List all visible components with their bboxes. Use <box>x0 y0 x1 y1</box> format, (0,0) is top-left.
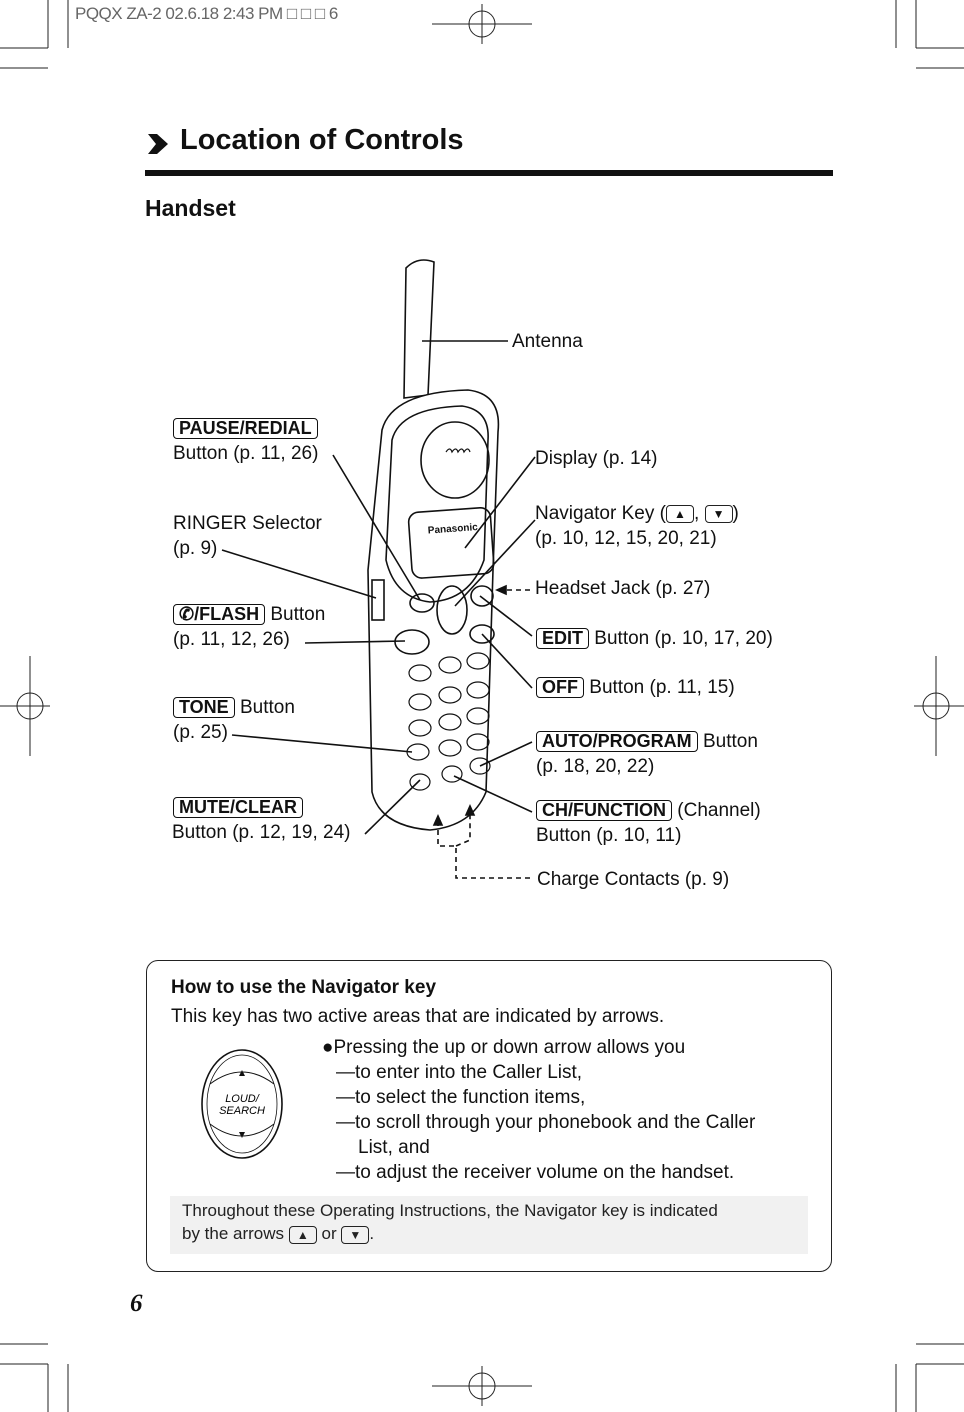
up-arrow-icon: ▲ <box>289 1226 317 1244</box>
ch-function-label: CH/FUNCTION (Channel) <box>536 798 761 823</box>
headset-jack-label: Headset Jack (p. 27) <box>535 578 711 599</box>
navigator-note: Throughout these Operating Instructions, the Navigator key is indicated by the arrows ▲ or ▼ . <box>170 1196 808 1254</box>
antenna-label: Antenna <box>512 331 583 352</box>
tone-label: TONE Button <box>173 695 295 720</box>
navbox-item: —to enter into the Caller List, <box>336 1062 583 1083</box>
tone-pages: (p. 25) <box>173 722 228 743</box>
auto-program-label: AUTO/PROGRAM Button <box>536 729 758 754</box>
charge-contacts-label: Charge Contacts (p. 9) <box>537 869 730 890</box>
section-heading: Handset <box>145 195 236 221</box>
page-title: Location of Controls <box>180 124 464 156</box>
mute-label <box>173 795 303 820</box>
pause-redial-text: Button (p. 11, 26) <box>173 443 319 464</box>
navbox-heading: How to use the Navigator key <box>171 977 437 998</box>
tone-key: TONE <box>173 697 235 718</box>
mute-pages: Button (p. 12, 19, 24) <box>172 822 351 843</box>
pause-redial-key: PAUSE/REDIAL <box>173 418 318 439</box>
navbox-item: List, and <box>358 1137 430 1158</box>
navbox-item: —to scroll through your phonebook and the Caller <box>336 1112 756 1133</box>
ringer-label: RINGER Selector <box>173 513 322 534</box>
ringer-page: (p. 9) <box>173 538 218 559</box>
pause-redial-label <box>173 416 318 441</box>
navbox-item: —to select the function items, <box>336 1087 586 1108</box>
print-slug: PQQX ZA-2 02.6.18 2:43 PM □ □ □ 6 <box>75 4 338 23</box>
antenna-shape <box>404 260 434 398</box>
handset-body <box>368 390 498 830</box>
off-label: OFF Button (p. 11, 15) <box>536 675 735 700</box>
ch-pages: Button (p. 10, 11) <box>536 825 682 846</box>
navigator-label: Navigator Key ( ▲ , ▼ ) <box>535 503 739 524</box>
talk-phone-icon: ✆ <box>179 604 195 624</box>
ch-function-key: CH/FUNCTION <box>536 800 672 821</box>
edit-label: EDIT Button (p. 10, 17, 20) <box>536 626 773 651</box>
mute-clear-key: MUTE/CLEAR <box>173 797 303 818</box>
navbox-item: —to adjust the receiver volume on the handset. <box>336 1162 735 1183</box>
flash-label: ✆/FLASH Button <box>173 602 325 627</box>
page-number: 6 <box>130 1290 143 1317</box>
display-label: Display (p. 14) <box>535 448 658 469</box>
flash-pages: (p. 11, 12, 26) <box>173 629 290 650</box>
down-arrow-icon: ▼ <box>705 505 733 523</box>
edit-key: EDIT <box>536 628 589 649</box>
navbox-intro: This key has two active areas that are indicated by arrows. <box>171 1006 665 1027</box>
navbox-bullet: ●Pressing the up or down arrow allows you <box>322 1037 686 1058</box>
up-arrow-icon: ▲ <box>666 505 694 523</box>
off-key: OFF <box>536 677 584 698</box>
flash-key: ✆/FLASH <box>173 604 265 625</box>
auto-pages: (p. 18, 20, 22) <box>536 756 655 777</box>
navigator-key-illustration <box>198 1046 288 1162</box>
down-arrow-icon: ▼ <box>341 1226 369 1244</box>
svg-text:SEARCH: SEARCH <box>219 1105 265 1117</box>
navigator-pages: (p. 10, 12, 15, 20, 21) <box>535 528 717 549</box>
auto-program-key: AUTO/PROGRAM <box>536 731 698 752</box>
svg-text:LOUD/: LOUD/ <box>225 1093 259 1105</box>
brand-logo: Panasonic <box>427 522 479 537</box>
